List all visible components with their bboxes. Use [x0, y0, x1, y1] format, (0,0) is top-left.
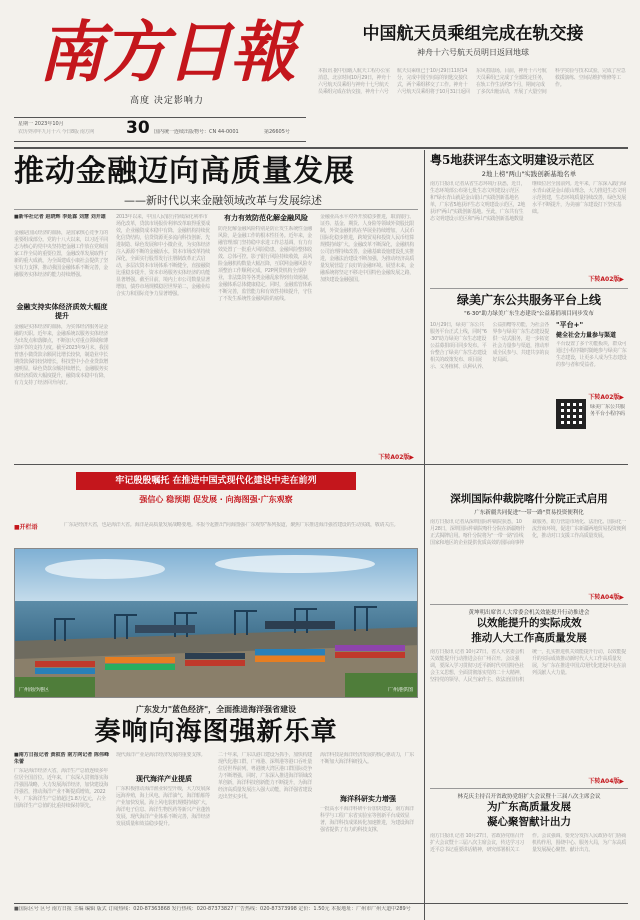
- intro-tag: ■开栏语: [14, 524, 38, 531]
- right4-more-link[interactable]: 下转A04版▶: [588, 778, 624, 785]
- newspaper-logo: 南方日報: [38, 13, 294, 91]
- lead-title[interactable]: 推动金融迈向高质量发展: [14, 154, 355, 189]
- issue-date: 星期一 2023年10月: [18, 121, 64, 127]
- right5-kicker: 林克庆主持召开省政协党组扩大会议暨十三届八次主席会议: [457, 794, 601, 800]
- qr-code[interactable]: [556, 399, 586, 429]
- top-news-title[interactable]: 中国航天员乘组完成在轨交接: [362, 24, 584, 44]
- lead-story: 推动金融迈向高质量发展 ——新时代以来金融领域改革与发展综述 ■新华社记者 赵晓辉 李延霖 刘慧 刘开雄 金融是国民经济的血脉，是国家核心竞争力的重要组成部分。党的十八大以来，以习近平同志为核心的党中央坚持把金融工作放在党和国家工作全局的重要位置，金融改革发展取得了新的重大成就，为全面建成小康社会提供了坚实有力支撑，推动我国金融体系不断完善，金融服务实体经济的能力持续增强。 金融支持实体经济质效大幅度提升 金融是实体经济的血脉，为实体经济服务是金融的天职。近年来，金融系统以服务实体经济为出发点和落脚点，不断加大对重点领域和薄弱环节的支持力度。截至2023年9月末，我国普惠小微贷款余额同比增长较快，制造业中长期贷款保持较快增长，科技型中小企业贷款增速明显，绿色贷款余额持续增长，金融服务实体经济质效大幅度提升，融资成本稳中有降，有力支持了经济回升向好。 2013年以来，中国人民银行持续深化利率市场化改革，贷款市场报价利率改革取得重要成效，企业融资成本稳中有降。金融机构持续优化信贷结构，信贷资源更多流向科技创新、先进制造、绿色发展和中小微企业，为实体经济注入源源不断的金融活水。资本市场改革持续深化，全面实行股票发行注册制改革正式启动，多层次资本市场体系不断健全，直接融资比重稳步提升，资本市场服务实体经济的功能显著增强。截至目前，境内上市公司数量显著增加，债券市场规模稳居世界第二，金融业综合实力和国际竞争力显著增强。 有力有效防范化解金融风险 防范化解金融风险特别是防止发生系统性金融风险，是金融工作的根本性任务。近年来，金融管理部门坚持稳中求进工作总基调，有力有效处置了一批重大风险隐患，金融风险整体收敛、总体可控。影子银行风险持续收敛，高风险金融机构数量大幅压降，互联网金融风险专项整治工作顺利完成，P2P网贷机构全部停业，非法集资等各类金融乱象得到有效遏制，金融体系总体健康稳定。同时，金融监管体系不断完善，监管能力和有效性持续提升，守住了不发生系统性金融风险的底线。 金融业高水平对外开放稳步推进，取消银行、证券、基金、期货、人身险等领域外资股比限制，外资金融机构在华展业持续增加，人民币国际化稳步推进，跨境贸易和投资人民币结算规模持续扩大。金融改革不断深化，金融机构公司治理持续改善，金融基础设施建设扎实推进，金融法治建设不断加强，为推动经济高质量发展营造了良好的金融环境。展望未来，金融系统将坚定不移走中国特色金融发展之路，加快建设金融强国。 下转A02版▶: [14, 152, 418, 462]
- right1-title[interactable]: 粤5地获评生态文明建设示范区: [430, 153, 595, 167]
- issue-number: 第26605号: [264, 129, 290, 135]
- lead-more-link[interactable]: 下转A02版▶: [378, 454, 414, 461]
- footer-info: ■国际区号 区号 南方日报 主编 编辑 版式 订阅热线：020-87363868 发行热线：020-87373827 广告热线：020-87373998 定价：1.50元 本报地址：广州市广州大道中289号: [14, 906, 411, 912]
- sea-kicker: 广东发力"蓝色经济"，全面推进海洋强省建设: [135, 705, 297, 714]
- qr-caption: 绿美广东公共服务平台小程序码: [590, 404, 626, 417]
- right5-title[interactable]: 为广东高质量发展: [487, 801, 571, 813]
- lead-byline: ■新华社记者 赵晓辉 李延霖 刘慧 刘开雄: [14, 214, 106, 220]
- right-story-4: 黄坤明出席省人大常委会机关效能提升行动推进会 以效能提升的实际成效 推动人大工作高质量发展 南方日报讯 记者 10月27日，省人大常委会机关效能提升行动推进会在广州召开。会议强调，要深入学习贯彻习近平新时代中国特色社会主义思想，全面贯彻落实党的二十大精神，坚持党的领导、人民当家作主、依法治国有机统一，扎实推进机关效能提升行动，以效能提升的实际成效推动新时代人大工作高质量发展，为广东在推进中国式现代化建设中走在前列贡献人大力量。 下转A04版▶: [430, 610, 627, 785]
- column-intro: ■开栏语 广东是经济大省，也是海洋大省。海洋是高质量发展战略要地。本报今起推出"向海图强·广东观察"系列报道，聚焦广东推进海洋强省建设的生动实践，敬请关注。: [14, 522, 399, 531]
- sea-title[interactable]: 奏响向海图强新乐章: [94, 717, 338, 747]
- right-story-1: 粤5地获评生态文明建设示范区 2地上榜"两山"实践创新基地名单 南方日报讯 记者从省生态环境厅获悉，近日，生态环境部公布第七批生态文明建设示范区和"绿水青山就是金山银山"实践创新基地名单，广东省5地获评生态文明建设示范区，2地获评"两山"实践创新基地。至此，广东共有生态文明建设示范区和"两山"实践创新基地数量继续位居全国前列。近年来，广东深入践行绿水青山就是金山银山理念，大力推进生态文明示范创建，生态环境质量持续改善，绿色发展水平不断提升，为美丽广东建设打下坚实基础。 下转A02版▶: [430, 153, 627, 283]
- campaign-banner: [14, 468, 418, 518]
- lead-subtitle: ——新时代以来金融领域改革与发展综述: [124, 194, 322, 207]
- right4-title-2[interactable]: 推动人大工作高质量发展: [471, 632, 587, 644]
- banner-sub: 强信心 稳预期 促发展 · 向海图强·广东观察: [139, 495, 293, 504]
- right4-title[interactable]: 以效能提升的实际成效: [476, 617, 582, 629]
- cn-number: 国内统一连续出版物号：CN 44-0001: [154, 129, 239, 135]
- sea-section-2: 海洋科研实力增强: [340, 795, 396, 803]
- port-photo-svg: [15, 549, 418, 698]
- right3-subtitle: 广东新疆共同促进"一带一路"贸易投资便利化: [474, 510, 584, 516]
- masthead: [14, 8, 306, 118]
- right-story-3: 深圳国际仲裁院喀什分院正式启用 广东新疆共同促进"一带一路"贸易投资便利化 南方日报讯 记者从深圳国际仲裁院获悉，10月28日，深圳国际仲裁院喀什分院在新疆喀什正式揭牌启用。喀什分院将为"一带一路"沿线国家和地区的企业提供优质高效的国际商事仲裁服务，助力营造市场化、法治化、国际化一流营商环境，促进广东新疆两地贸易投资便利化，推动对口支援工作高质量发展。 下转A04版▶: [430, 493, 627, 601]
- photo-caption-right: 广州港供图: [387, 687, 413, 693]
- right5-title-2[interactable]: 凝心聚智献计出力: [487, 816, 571, 828]
- sea-byline: ■南方日报记者 黄叙浩 南方网记者 陈伟峰 朱蕾: [14, 752, 109, 765]
- top-news: 中国航天员乘组完成在轨交接 神舟十六号航天员明日返回地球 本报讯 据中国载人航天工程办公室消息，北京时间10月29日，神舟十六号航天员乘组与神舟十七号航天员乘组完成在轨交接，神舟十六号航天员乘组已于10月29日11时14分，完成中国空间站的钥匙交接仪式，两个乘组移交了工作。神舟十六号航天员乘组将于10月31日返回东风着陆场。目前，神舟十六号航天员乘组已完成了全部既定任务，在轨工作生活约5个月，期间完成了多次出舱活动，开展了大量空间科学实验与技术试验，完成了应急救援演练、空间站维护维修等工作。: [318, 22, 628, 142]
- right4-kicker: 黄坤明出席省人大常委会机关效能提升行动推进会: [468, 610, 590, 616]
- right1-subtitle: 2地上榜"两山"实践创新基地名单: [481, 170, 577, 178]
- photo-caption-left: 广州南沙港区: [19, 687, 50, 693]
- right-story-2: 绿美广东公共服务平台上线 "6·30"助力绿美广东生态建设"公益募捐项目同步发布 10月29日，绿美广东公共服务平台正式上线，同时"6·30"助力绿美广东生态建设公益募捐项目同步发布。平台整合了绿美广东生态建设相关的政策发布、项目展示、义务植树、认种认养、公益捐赠等功能，为社会各界参与绿美广东生态建设提供一站式服务，进一步拓宽社会力量参与渠道，推动形成全民参与、共建共享的良好局面。 "平台+" 健全社会力量参与渠道 平台设置了多个功能板块，群众可通过小程序随时随地参与绿美广东生态建设，让更多人成为生态建设的参与者和受益者。 绿美广东公共服务平台小程序码 下转A02版▶: [430, 292, 628, 460]
- right2-title[interactable]: 绿美广东公共服务平台上线: [456, 293, 601, 307]
- right1-more-link[interactable]: 下转A02版▶: [588, 276, 624, 283]
- top-news-subtitle: 神舟十六号航天员明日返回地球: [417, 48, 529, 57]
- right2-subtitle: "6·30"助力绿美广东生态建设"公益募捐项目同步发布: [464, 311, 594, 317]
- sea-section-1: 现代海洋产业提质: [136, 775, 192, 783]
- port-photo[interactable]: [14, 548, 418, 698]
- right2-side-sub: 健全社会力量参与渠道: [556, 332, 617, 339]
- right2-side-title: "平台+": [556, 321, 584, 329]
- right3-title[interactable]: 深圳国际仲裁院喀什分院正式启用: [450, 493, 608, 505]
- lead-section-1: 金融支持实体经济质效大幅度提升: [16, 303, 108, 320]
- right-story-5: 林克庆主持召开省政协党组扩大会议暨十三届八次主席会议 为广东高质量发展 凝心聚智献计出力 南方日报讯 记者 10月27日，省政协党组召开扩大会议暨十三届八次主席会议，传达学习习近平总书记重要讲话精神，研究部署相关工作。会议强调，要充分发挥人民政协专门协商机构作用，围绕中心、服务大局，为广东高质量发展凝心聚智、献计出力。: [430, 794, 627, 853]
- right2-more-link[interactable]: 下转A02版▶: [588, 394, 624, 401]
- banner-main: 牢记殷殷嘱托 在推进中国式现代化建设中走在前列: [76, 472, 356, 490]
- issue-info-bar: 星期一 2023年10月 30 第26605号 国内统一连续出版物号：CN 44-0001 农历癸卯年九月十六 今日8版 南方网: [14, 117, 306, 143]
- issue-day: 30: [126, 118, 150, 138]
- slogan: 高度 决定影响力: [130, 96, 204, 106]
- sea-story: 广东发力"蓝色经济"，全面推进海洋强省建设 奏响向海图强新乐章 ■南方日报记者 黄叙浩 南方网记者 陈伟峰 朱蕾 广东是海洋经济大省，海洋生产总值连续多年位居全国首位。近年来，广东深入贯彻落实海洋强国战略，大力发展海洋经济，加快建设海洋强省，推动海洋产业不断提质增效。2022年，广东海洋生产总值超过1.8万亿元，占全国海洋生产总值的比重持续保持领先。 现代海洋产业是海洋经济发展的重要支撑。 现代海洋产业提质 广东积极推动海洋渔业转型升级，大力发展深远海养殖，海上风电、海洋油气、海洋船舶等产业加快发展。海上风电装机规模持续扩大，海洋电子信息、海洋生物医药等新兴产业蓬勃发展，现代海洋产业体系不断完善，海洋经济发展质量和效益稳步提升。 二十年来，广东以港口建设为抓手，加快构建现代化港口群，广州港、深圳港等港口吞吐量位居世界前列，粤港澳大湾区港口群国际竞争力不断增强。同时，广东深入推进海洋领域改革创新，海洋科技创新能力不断提升，为海洋经济高质量发展注入强大动能，海洋强省建设迈出坚实步伐。 海洋科技是海洋经济发展的核心驱动力，广东不断加大海洋科研投入。 海洋科研实力增强 一批高水平海洋科研平台加快建设，南方海洋科学与工程广东省实验室等创新平台成效显著，海洋科技成果转化加速推进，为建设海洋强省提供了有力的科技支撑。: [14, 704, 418, 900]
- right3-more-link[interactable]: 下转A04版▶: [588, 594, 624, 601]
- lead-section-2: 有力有效防范化解金融风险: [224, 214, 308, 222]
